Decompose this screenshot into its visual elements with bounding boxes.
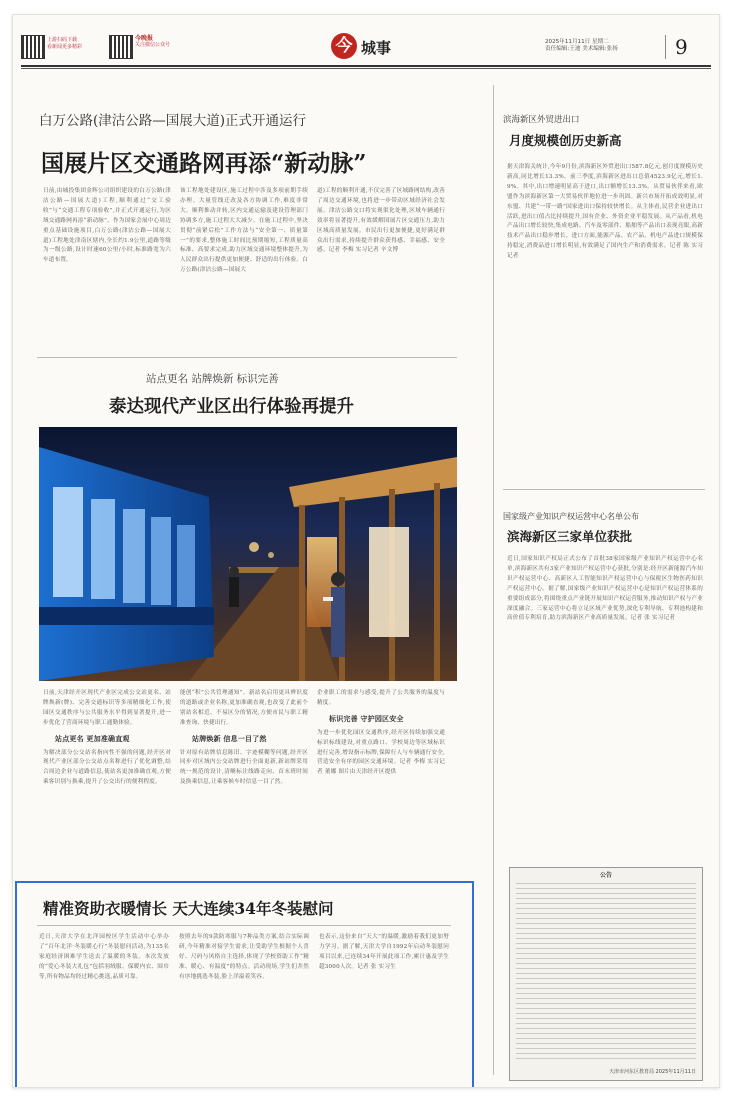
logo-char: 今 xyxy=(335,36,353,56)
article-body: 该工程地处建设区,施工过程中涉及多项前期手续办理。大量管线迁改及各方协调工作,难度非常大。顺利推动并转,区内交通运输及建设管理部门协调多方,施工过程大大减少。在施工过程中,坚决贯彻“前紧后松”工作方法与“安全第一、质量第一”的要求,整体施工时间比预期缩短,工程质量高标准、高要求完成,助力区域交通环境整体提升,为人民群众出行提供更加便捷、舒适的出行体验。白万公路(津沽公路—国展大 xyxy=(180,188,308,274)
article-body: 日前,天津经开区现代产业区完成公交站更名、站牌焕新(牌)、完善交通标识等多项精细化工作,使园区交通秩序与公共服务水平得到显著提升,进一步优化了营商环境与职工通勤体验。 站点更名 更加准确直观 为解决部分公交站名指向性不强的问题,经开区对现代产业区部分公交站点名称进行了优化调整,结合周边企业与道路信息,使站名更加准确直观,方便乘客识别与换乘,提升了公交出行的便利程度。 xyxy=(43,690,171,786)
article-headline: 泰达现代产业区出行体验再提升 xyxy=(109,397,354,417)
qr-caption: 今晚报 关注微信公众号 xyxy=(135,35,171,48)
article-subhead: 站点更名 更加准确直观 xyxy=(55,734,130,743)
section-title: 城事 xyxy=(361,39,392,57)
divider xyxy=(503,489,705,490)
qr-code-icon xyxy=(21,35,45,59)
article-headline: 国展片区交通路网再添“新动脉” xyxy=(41,150,367,177)
notice-footer: 天津市河东区教育局 2025年11月11日 xyxy=(608,1069,696,1075)
article-body: 能创“积”公共管理通知”。新站名启用更具辨识度的道路或企业名称,更加准确直观,也改变了此前个别站名相近、不易区分的情况,方便市民与职工精准查询、快捷出行。 站牌焕新 信息一目了然 针对原有站牌信息陈旧、字迹模糊等问题,经开区同步对区域内公交站牌进行全面更新,新站牌采用统一规范的设计,清晰标注线路走向、首末班时间及换乘信息,让乘客候车时信息一目了然。 xyxy=(180,690,308,786)
article-subhead: 站牌焕新 信息一目了然 xyxy=(192,734,267,743)
column-divider xyxy=(493,85,494,1075)
article-kicker: 站点更名 站牌焕新 标识完善 xyxy=(146,373,279,385)
masthead-rule xyxy=(21,65,711,67)
article-body: 也表示,这份来自“天大”的温暖,激励着我们更加努力学习。据了解,天津大学自1992年启动冬装慰问项目以来,已连续34年开展此项工作,累计惠及学生超3000人次。记者 张 实习生 xyxy=(319,934,449,970)
divider xyxy=(37,925,451,926)
article-body: 道)工程的顺利开通,不仅完善了区域路网结构,改善了周边交通环境,也将进一步带动区域经济社会发展。津沽公路交口将实现渠化处理,区域车辆通行效率将显著提升,有效缓解国展片区交通压力,助力区域高质量发展。市民出行更加便捷,更好满足群众出行需求,持续提升群众获得感、幸福感、安全感。记者 李梅 实习记者 辛文博 xyxy=(317,188,445,254)
article-body: 近日,国家知识产权局正式公布了首批38家国家级产业知识产权运营中心名单,滨海新区共有3家产业知识产权运营中心获批,分别是:经开区新能源汽车知识产权运营中心、高新区人工智能知识产权运营中心与保税区生物医药知识产权运营中心。据了解,国家级产业知识产权运营中心是知识产权运营体系的重要组成部分,将围绕重点产业链开展知识产权运营服务,推动知识产权与产业深度融合。三家运营中心将立足区域产业优势,深化专利导航、专利池构建和高价值专利培育,助力滨海新区产业高质量发展。记者 张 实习记者 xyxy=(507,556,703,622)
masthead-divider xyxy=(665,35,666,59)
article-kicker: 白万公路(津沽公路—国展大道)正式开通运行 xyxy=(39,113,307,129)
article-kicker: 国家级产业知识产权运营中心名单公布 xyxy=(503,512,639,521)
qr-caption: 上游扫码下载 看新闻更多精彩 xyxy=(47,37,83,50)
article-kicker: 滨海新区外贸进出口 xyxy=(503,115,580,125)
notice-text-block xyxy=(516,883,696,1059)
article-body: 日前,由城投集团金辉公司组织建设的白万公路(津沽公路—国展大道)工程,顺利通过“交工验收”与“交通工程专项验收”,并正式开通运行,为区域交通路网再添“新动脉”。作为国家会展中心周边重点基础设施项目,白万公路(津沽公路—国展大道)工程地处津南区辖内,全长约1.9公里,道路等级为一级公路,设计时速60公里/小时,标准路宽为六车道布置。 xyxy=(43,188,171,264)
article-subhead: 标识完善 守护园区安全 xyxy=(329,714,404,723)
qr-code-icon xyxy=(109,35,133,59)
page-number: 9 xyxy=(675,35,688,59)
date-line: 2025年11月11日 星期二 责任编辑:王迪 美术编辑:张扬 xyxy=(545,39,618,52)
divider xyxy=(37,357,457,358)
bus-station-photo xyxy=(39,427,457,681)
newspaper-page xyxy=(12,14,720,1088)
notice-label: 公告 xyxy=(599,872,612,879)
scene-svg xyxy=(39,427,457,681)
highlighted-article-box xyxy=(15,881,474,1088)
section-logo xyxy=(331,33,357,59)
article-headline: 精准资助衣暖情长 天大连续34年冬装慰问 xyxy=(43,899,334,918)
article-body: 据天津海关统计,今年9月份,滨海新区外贸进出口587.8亿元,创月度规模历史新高,同比增长13.3%。前三季度,滨海新区进出口总值4523.9亿元,增长1.9%。其中,出口增速明显高于进口,出口额增长13.3%。从贸易伙伴来看,欧盟作为滨海新区第一大贸易伙伴地位进一步巩固。新兴市场开拓成效明显,对东盟、共建“一带一路”国家进出口保持较快增长。从主体看,民营企业进出口活跃,进出口值占比持续提升,国有企业、外资企业平稳发展。从产品看,机电产品出口增长较快,集成电路、汽车及零部件、船舶等产品出口表现亮眼,高新技术产品出口稳步增长。进口方面,能源产品、农产品、机电产品进口规模保持稳定,消费品进口增长明显,有效满足了国内生产和消费需求。记者 陈 实习记者 xyxy=(507,164,703,260)
masthead-rule-thin xyxy=(21,68,711,69)
article-headline: 滨海新区三家单位获批 xyxy=(507,529,633,544)
article-body: 近日,天津大学在北洋园校区学生活动中心举办了“百年北洋·冬装暖心行”冬装慰问活动,为135名家庭经济困难学生送去了温暖的冬装。本次发放的“爱心冬装大礼包”包括羽绒服、保暖内衣、围巾等,所有物品均经过精心挑选,品质可靠。 xyxy=(39,934,169,980)
notice-box xyxy=(509,867,703,1081)
article-headline: 月度规模创历史新高 xyxy=(509,133,622,148)
article-body: 企业职工的需求与感受,提升了公共服务的温度与精度。 标识完善 守护园区安全 为进一步优化园区交通秩序,经开区持续加强交通标识标线建设,对重点路口、学校周边等区域标识进行完善,增设指示标牌,保障行人与车辆通行安全,营造安全有序的园区交通环境。记者 李梅 实习记者 董娜 图片由天津经开区提供 xyxy=(317,690,445,776)
article-body: 按照去年的9款防寒服与7种品类方案,结合实际调研,今年精准对接学生需求,让受助学生根据个人喜好、尺码与风格自主选择,体现了学校资助工作“精准、暖心、有温度”的特点。活动现场,学生们井然有序地挑选冬装,脸上洋溢着笑容。 xyxy=(179,934,309,980)
